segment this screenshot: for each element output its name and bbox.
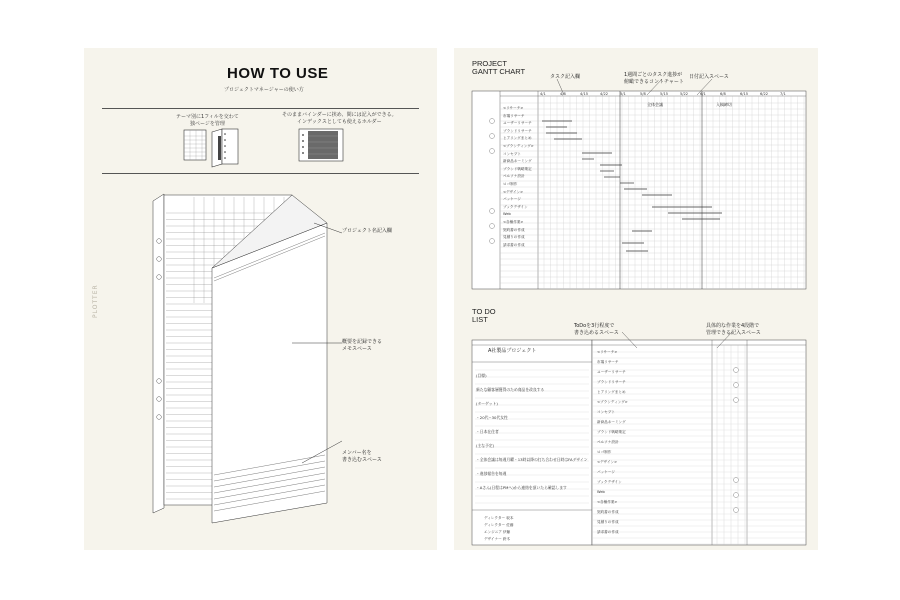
todo-task-item: <各種作業>	[597, 500, 618, 504]
gantt-date-label: 6/8	[720, 92, 726, 96]
gantt-task-label: <デザイン>	[503, 189, 524, 194]
gantt-task-label: ユーザーリサーチ	[503, 121, 532, 126]
page-title: HOW TO USE	[227, 65, 329, 82]
gantt-date-label: 6/15	[740, 92, 749, 96]
gantt-task-label: ペルソナ設計	[503, 174, 525, 179]
callout-weekly-progress: 1週間ごとのタスク進捗が 俯瞰できるコントチャート	[624, 72, 684, 85]
todo-task-item: 見積りの作成	[597, 520, 619, 524]
todo-task-item: 新商品ネーミング	[597, 420, 626, 424]
todo-memo-line: (目標)	[476, 373, 487, 378]
todo-task-item: Web	[597, 490, 605, 494]
todo-memo-line: ・進捗報告を毎週	[476, 471, 507, 476]
divider-top	[102, 108, 419, 109]
todo-member-name: ディレクター 坂本	[484, 516, 514, 520]
todo-task-item: ブランドリサーチ	[597, 380, 626, 384]
todo-memo-line: (主な予定)	[476, 443, 495, 448]
gantt-date-label: 6/22	[760, 92, 769, 96]
callout-todo-space: ToDoを3行程度で 書き込めるスペース	[574, 323, 619, 336]
gantt-date-label: 5/1	[620, 92, 626, 96]
gantt-task-label: ブランドリサーチ	[503, 128, 532, 133]
gantt-task-label: 請求書の作成	[503, 242, 525, 247]
binder-illustration-icon	[298, 128, 348, 164]
gantt-task-label: Web	[503, 212, 511, 217]
gantt-task-label: ブックデザイン	[503, 204, 528, 209]
gantt-task-label: ヒアリングまとめ	[503, 136, 532, 141]
gantt-date-label: 4/15	[580, 92, 589, 96]
gantt-date-label: 7/1	[780, 92, 786, 96]
todo-memo-line: ・Aさん(日程はPMへ)から連絡を頂いたら確認します	[476, 485, 567, 490]
todo-member-name: デザイナー 鈴木	[484, 537, 511, 541]
callout-project-name: プロジェクト名記入欄	[342, 228, 392, 234]
gantt-date-label: 4/22	[600, 92, 609, 96]
gantt-task-label: 新商品ネーミング	[503, 159, 532, 164]
callout-date-space: 日付記入スペース	[689, 74, 729, 80]
gantt-top-label-meeting: 全体会議	[647, 102, 663, 107]
todo-task-item: ペルソナ設計	[597, 440, 619, 444]
how-to-use-page	[84, 48, 437, 550]
usage-caption-right: そのままバインダーに挟め、間には記入ができる。 インデックスとしても使えるホルダー	[282, 112, 397, 125]
callout-task-column: タスク記入欄	[550, 74, 581, 80]
todo-task-item: <リサーチ>	[597, 350, 618, 354]
gantt-task-label: 市場リサーチ	[503, 113, 525, 118]
todo-task-item: 市場リサーチ	[597, 360, 619, 364]
todo-task-item: ブランド戦略策定	[597, 430, 626, 434]
gantt-date-label: 5/8	[640, 92, 646, 96]
gantt-task-label: <各種作業>	[503, 220, 524, 224]
callout-member-space: メンバー名を 書き込むスペース	[342, 450, 382, 463]
todo-member-name: ディレクター 佐藤	[484, 523, 514, 527]
todo-memo-line: 新たな顧客層獲得のため商品を改良する	[476, 387, 545, 392]
gantt-section-title: PROJECT GANTT CHART	[472, 59, 526, 76]
todo-task-item: <ブランディング>	[597, 400, 628, 404]
gantt-task-label: <ブランディング>	[503, 144, 534, 148]
gantt-date-label: 5/15	[660, 92, 669, 96]
page-subtitle: プロジェクトマネージャーの使い方	[224, 87, 304, 93]
gantt-top-label-deadline: 入稿締切	[716, 102, 732, 107]
todo-task-item: ヒアリングまとめ	[597, 390, 626, 394]
todo-memo-line: ・全体会議は毎週月曜・13時以降の打ち合わせ日時はFAデザイン	[476, 457, 588, 462]
gantt-task-label: 見積りの作成	[503, 235, 525, 240]
gantt-task-label: コンセプト	[503, 151, 521, 156]
gantt-date-label: 4/8	[560, 92, 566, 96]
todo-memo-line: ・日本在住者	[476, 429, 499, 434]
refill-samples-page	[454, 48, 818, 550]
gantt-date-label: 4/1	[540, 92, 546, 96]
todo-task-item: ブックデザイン	[597, 480, 622, 484]
todo-task-item: 契約書の作成	[597, 510, 619, 514]
todo-project-name: A社製品プロジェクト	[488, 348, 537, 354]
todo-list-sheet	[472, 340, 807, 545]
gantt-task-label: 契約書の作成	[503, 227, 525, 232]
binder-diagram	[152, 193, 342, 523]
todo-member-name: エンジニア 伊藤	[484, 530, 511, 534]
todo-task-item: <デザイン>	[597, 460, 618, 464]
gantt-task-label: パッケージ	[503, 197, 521, 202]
todo-task-item: 請求書の作成	[597, 530, 619, 534]
todo-task-item: パッケージ	[597, 470, 615, 474]
callout-memo-space: 概要を記録できる メモスペース	[342, 339, 383, 352]
todo-task-item: コンセプト	[597, 410, 615, 414]
todo-section-title: TO DO LIST	[472, 307, 496, 324]
refill-illustration-icon	[182, 128, 242, 168]
todo-task-item: ユーザーリサーチ	[597, 370, 626, 374]
callout-check-space: 具体的な作業を4段階で 管理できる記入スペース	[706, 323, 761, 336]
todo-task-item: ロゴ制作	[597, 450, 612, 454]
usage-caption-left: テーマ別に1フィルを交わて 独ページを管理	[176, 114, 239, 127]
divider-middle	[102, 173, 419, 174]
gantt-task-label: ブランド戦略策定	[503, 166, 532, 171]
side-logo: PLOTTER	[92, 284, 99, 318]
gantt-date-label: 6/1	[700, 92, 706, 96]
todo-memo-line: (ターゲット)	[476, 401, 498, 406]
gantt-task-label: <リサーチ>	[503, 106, 524, 110]
gantt-date-label: 5/22	[680, 92, 689, 96]
gantt-task-label: ロゴ制作	[503, 182, 518, 186]
todo-memo-line: ・20代~30代女性	[476, 415, 508, 420]
